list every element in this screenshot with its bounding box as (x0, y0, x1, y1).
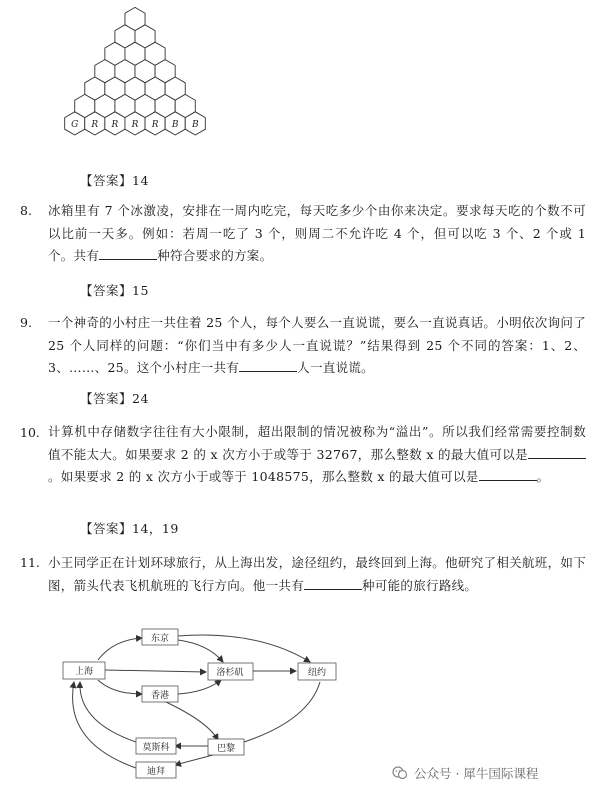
q8-body: 冰箱里有 7 个冰激凌，安排在一周内吃完，每天吃多少个由你来决定。要求每天吃的个数不可以比前一天多。例如：若周一吃了 3 个，则周二不允许吃 4 个，但可以吃 3 个、2 个或 1 个。共有 (48, 203, 586, 264)
hex-label: R (151, 119, 159, 130)
label-tokyo: 东京 (150, 634, 170, 644)
flight-route-svg (58, 622, 358, 784)
edge-newyork-paris (238, 682, 320, 744)
q10-body-3: 。 (536, 469, 550, 485)
hexagon-triangle-figure (55, 6, 225, 156)
q10-answer: 【答案】14，19 (80, 521, 179, 536)
q9-answer: 【答案】24 (80, 391, 149, 406)
label-shanghai: 上海 (74, 667, 94, 677)
q8-blank[interactable] (99, 247, 157, 260)
q9-blank[interactable] (239, 359, 297, 372)
hex-label: R (131, 119, 139, 130)
q10-text (48, 421, 586, 489)
q11-body: 小王同学正在计划环球旅行，从上海出发，途径纽约，最终回到上海。他研究了相关航班，如下图，箭头代表飞机航班的飞行方向。他一共有 (48, 555, 586, 593)
q10-blank-1[interactable] (528, 446, 586, 459)
label-paris: 巴黎 (216, 744, 236, 754)
flight-route-diagram (58, 622, 358, 784)
q9-body-end: 人一直说谎。 (297, 360, 374, 376)
node-tokyo (142, 629, 178, 645)
label-hongkong: 香港 (150, 691, 170, 701)
label-moscow: 莫斯科 (142, 743, 170, 753)
q9-text (48, 312, 586, 380)
label-losangeles: 洛杉矶 (216, 668, 244, 678)
node-newyork (298, 663, 336, 680)
q11-blank[interactable] (304, 577, 362, 590)
q7-answer: 【答案】14 (80, 173, 149, 188)
q11-number: 11. (20, 555, 40, 570)
q8-body-end: 种符合要求的方案。 (157, 248, 273, 264)
edge-hongkong-paris (166, 702, 218, 740)
q10-body-1: 计算机中存储数字往往有大小限制，超出限制的情况被称为“溢出”。所以我们经常需要控制数值不能太大。如果要求 2 的 x 次方小于或等于 32767，那么整数 x 的最大值可以是 (48, 424, 586, 462)
edge-tokyo-newyork (178, 635, 310, 662)
q8-text (48, 200, 586, 268)
node-dubai (136, 762, 176, 778)
wechat-icon (392, 765, 408, 781)
hex-label: B (171, 119, 179, 130)
edge-shanghai-losangeles (105, 670, 206, 672)
hex-label: R (111, 119, 119, 130)
edge-paris-dubai (175, 755, 213, 765)
node-moscow (136, 738, 176, 754)
q11-body-end: 种可能的旅行路线。 (362, 577, 478, 593)
q10-blank-2[interactable] (479, 468, 537, 481)
q9-number: 9. (20, 315, 32, 330)
edge-tokyo-losangeles (178, 640, 223, 662)
label-dubai: 迪拜 (146, 767, 166, 777)
q9-body: 一个神奇的小村庄一共住着 25 个人，每个人要么一直说谎，要么一直说真话。小明依次询问了 25 个人同样的问题：“你们当中有多少人一直说谎？”结果得到 25 个不同的答案：1、2、3、……、25。这个小村庄一共有 (48, 315, 586, 376)
wechat-watermark (392, 762, 588, 784)
node-paris (208, 739, 244, 755)
node-hongkong (142, 686, 178, 702)
edge-shanghai-tokyo (98, 638, 142, 660)
q10-number: 10. (20, 425, 40, 440)
edge-moscow-shanghai (80, 682, 136, 742)
node-shanghai (63, 662, 105, 679)
label-newyork: 纽约 (307, 668, 327, 678)
q10-body-2: 。如果要求 2 的 x 次方小于或等于 1048575，那么整数 x 的最大值可以是 (48, 469, 479, 485)
hex-label: R (91, 119, 99, 130)
watermark-text: 公众号 · 犀牛国际课程 (414, 766, 539, 781)
hex-label: G (71, 119, 79, 130)
edge-hongkong-losangeles (178, 680, 221, 694)
hexagon-grid (55, 6, 225, 156)
hex-label: B (191, 119, 199, 130)
q8-number: 8. (20, 203, 32, 218)
edge-shanghai-hongkong (98, 680, 142, 694)
q8-answer: 【答案】15 (80, 283, 149, 298)
q11-text (48, 552, 586, 597)
edge-dubai-shanghai (73, 682, 136, 768)
node-losangeles (208, 663, 253, 680)
